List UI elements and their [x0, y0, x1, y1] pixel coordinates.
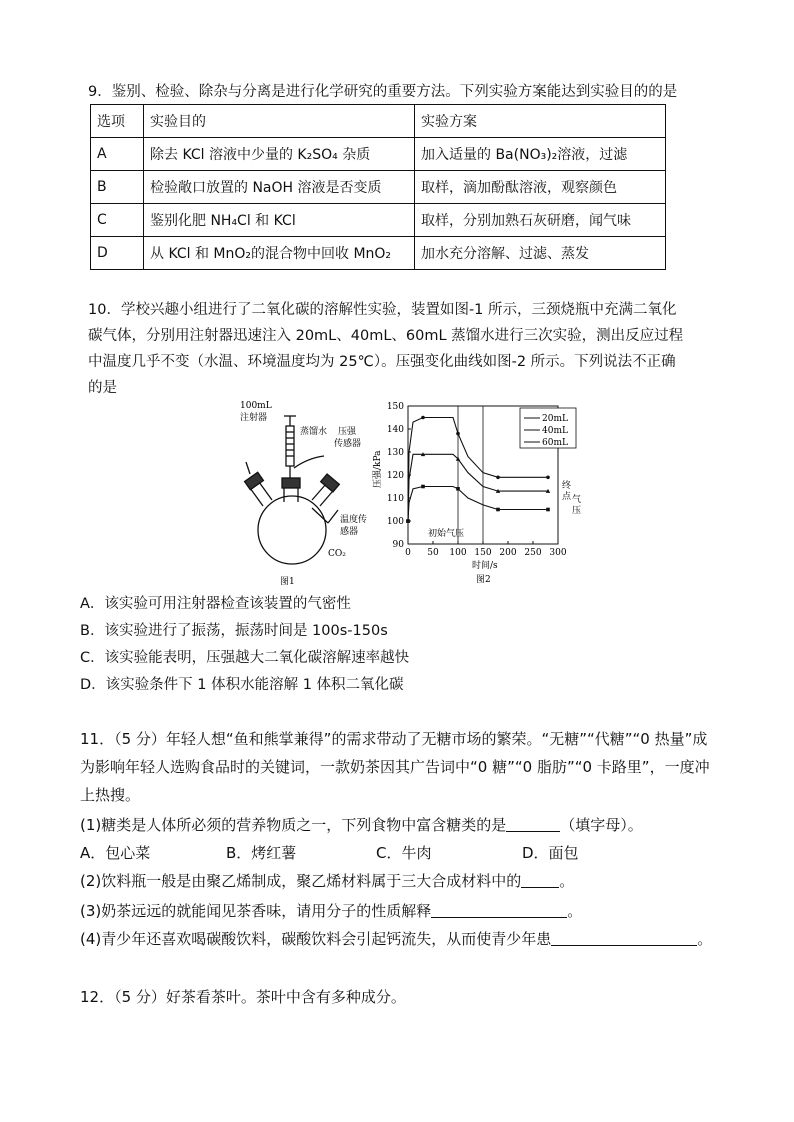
- row-plan: 加入适量的 Ba(NO₃)₂溶液，过滤: [415, 138, 666, 171]
- q11-sub2-text: (2)饮料瓶一般是由聚乙烯制成，聚乙烯材料属于三大合成材料中的: [80, 872, 522, 890]
- x-tick-label: 300: [549, 548, 567, 558]
- q10-stem-line: 碳气体，分别用注射器迅速注入 20mL、40mL、60mL 蒸馏水进行三次实验，测出反应过程: [88, 328, 684, 344]
- header-goal: 实验目的: [144, 105, 415, 138]
- q11-sub1: [80, 814, 643, 835]
- pressure-sensor-label: 压强: [338, 427, 357, 437]
- data-point: [546, 508, 550, 512]
- y-tick-label: 130: [386, 448, 404, 458]
- fig1-caption: 图1: [280, 577, 295, 587]
- apparatus-figure: [228, 398, 378, 588]
- q11-choice-d: D．面包: [522, 844, 579, 862]
- answer-blank[interactable]: [431, 903, 567, 918]
- x-tick-label: 50: [427, 548, 439, 558]
- data-point: [496, 508, 500, 512]
- header-option: 选项: [91, 105, 144, 138]
- period: 。: [697, 930, 713, 948]
- q11-sub2: [80, 870, 574, 891]
- q10-option-b: B．该实验进行了振荡，振荡时间是 100s-150s: [80, 623, 388, 639]
- y-tick-label: 110: [386, 494, 404, 504]
- x-tick-label: 0: [405, 548, 411, 558]
- x-tick-label: 250: [524, 548, 542, 558]
- q11-sub4-text: (4)青少年还喜欢喝碳酸饮料，碳酸饮料会引起钙流失，从而使青少年患: [80, 930, 552, 948]
- series-line-40mL: [408, 454, 548, 521]
- answer-blank[interactable]: [521, 873, 559, 888]
- row-key: D: [91, 237, 144, 270]
- water-label: 蒸馏水: [300, 427, 328, 437]
- period: 。: [559, 872, 575, 890]
- row-goal: 鉴别化肥 NH₄Cl 和 KCl: [144, 204, 415, 237]
- row-plan: 取样，分别加熟石灰研磨，闻气味: [415, 204, 666, 237]
- table-row: [91, 171, 666, 204]
- data-point: [456, 432, 460, 436]
- row-key: B: [91, 171, 144, 204]
- x-tick-label: 200: [499, 548, 517, 558]
- data-point: [456, 487, 460, 491]
- y-tick-label: 120: [386, 471, 404, 481]
- y-tick-label: 150: [386, 402, 404, 412]
- table-row: [91, 204, 666, 237]
- data-point: [496, 476, 500, 480]
- end-pressure-label: 压: [572, 506, 582, 516]
- syringe-label: 100mL: [240, 401, 272, 411]
- header-plan: 实验方案: [415, 105, 666, 138]
- q9-stem: 9．鉴别、检验、除杂与分离是进行化学研究的重要方法。下列实验方案能达到实验目的的是: [88, 84, 678, 100]
- end-pressure-label: 点: [562, 492, 572, 502]
- initial-pressure-label: 初始气压: [428, 529, 465, 539]
- q11-stem-line: 为影响年轻人选购食品时的关键词，一款奶茶因其广告词中“0 糖”“0 脂肪”“0 卡路里”，一度冲: [80, 758, 710, 776]
- row-goal: 除去 KCl 溶液中少量的 K₂SO₄ 杂质: [144, 138, 415, 171]
- row-plan: 取样，滴加酚酞溶液，观察颜色: [415, 171, 666, 204]
- row-plan: 加水充分溶解、过滤、蒸发: [415, 237, 666, 270]
- q11-choice-b: B．烤红薯: [226, 844, 297, 862]
- y-axis-label: 压强/kPa: [373, 450, 383, 488]
- y-tick-label: 90: [392, 540, 404, 550]
- temp-sensor-label: 温度传: [340, 515, 368, 525]
- period: 。: [567, 902, 583, 920]
- end-pressure-label: 气: [572, 495, 582, 505]
- table-row: [91, 138, 666, 171]
- syringe-label: 注射器: [240, 413, 268, 423]
- legend-entry: 40mL: [542, 426, 568, 436]
- legend-entry: 20mL: [542, 414, 568, 424]
- q11-stem-line: 上热搜。: [80, 786, 141, 804]
- q10-option-c: C．该实验能表明，压强越大二氧化碳溶解速率越快: [80, 650, 410, 666]
- series-line-20mL: [408, 487, 548, 522]
- table-row: [91, 237, 666, 270]
- row-key: C: [91, 204, 144, 237]
- q12-stem: 12．（5 分）好茶看茶叶。茶叶中含有多种成分。: [80, 988, 406, 1006]
- q11-choice-a: A．包心菜: [80, 844, 151, 862]
- row-key: A: [91, 138, 144, 171]
- row-goal: 从 KCl 和 MnO₂的混合物中回收 MnO₂: [144, 237, 415, 270]
- q11-sub3-text: (3)奶茶远远的就能闻见茶香味，请用分子的性质解释: [80, 902, 432, 920]
- answer-blank[interactable]: [506, 817, 560, 832]
- q11-sub1-tail: （填字母）。: [560, 816, 643, 834]
- data-point: [421, 416, 425, 420]
- q11-sub1-text: (1)糖类是人体所必须的营养物质之一，下列食物中富含糖类的是: [80, 816, 507, 834]
- y-tick-label: 100: [386, 517, 404, 527]
- q9-table: [90, 104, 666, 270]
- answer-blank[interactable]: [551, 931, 697, 946]
- y-tick-label: 140: [386, 425, 404, 435]
- q10-option-a: A．该实验可用注射器检查该装置的气密性: [80, 596, 351, 612]
- x-tick-label: 150: [474, 548, 492, 558]
- legend-entry: 60mL: [542, 438, 568, 448]
- data-point: [546, 476, 550, 480]
- q11-sub4: [80, 928, 712, 949]
- data-point: [406, 519, 410, 523]
- pressure-sensor-label: 传感器: [334, 439, 362, 449]
- pressure-chart: [372, 396, 592, 588]
- q11-sub3: [80, 900, 582, 921]
- data-point: [421, 485, 425, 489]
- end-pressure-label: 终: [562, 481, 572, 491]
- fig2-caption: 图2: [476, 575, 491, 585]
- q10-option-d: D．该实验条件下 1 体积水能溶解 1 体积二氧化碳: [80, 677, 404, 693]
- x-axis-label: 时间/s: [472, 561, 498, 571]
- q10-stem-line: 的是: [88, 380, 117, 396]
- table-header-row: [91, 105, 666, 138]
- q11-stem-line: 11．（5 分）年轻人想“鱼和熊掌兼得”的需求带动了无糖市场的繁荣。“无糖”“代糖”“0 热量”成: [80, 730, 708, 748]
- x-tick-label: 100: [449, 548, 467, 558]
- flask: [258, 496, 326, 564]
- q10-stem-line: 10．学校兴趣小组进行了二氧化碳的溶解性实验，装置如图-1 所示，三颈烧瓶中充满二氧化: [88, 302, 677, 318]
- q11-choice-c: C．牛肉: [376, 844, 432, 862]
- temp-sensor-label: 感器: [340, 527, 359, 537]
- row-goal: 检验敞口放置的 NaOH 溶液是否变质: [144, 171, 415, 204]
- co2-label: CO₂: [328, 549, 346, 559]
- q10-stem-line: 中温度几乎不变（水温、环境温度均为 25℃）。压强变化曲线如图-2 所示。下列说法不正确: [88, 354, 676, 370]
